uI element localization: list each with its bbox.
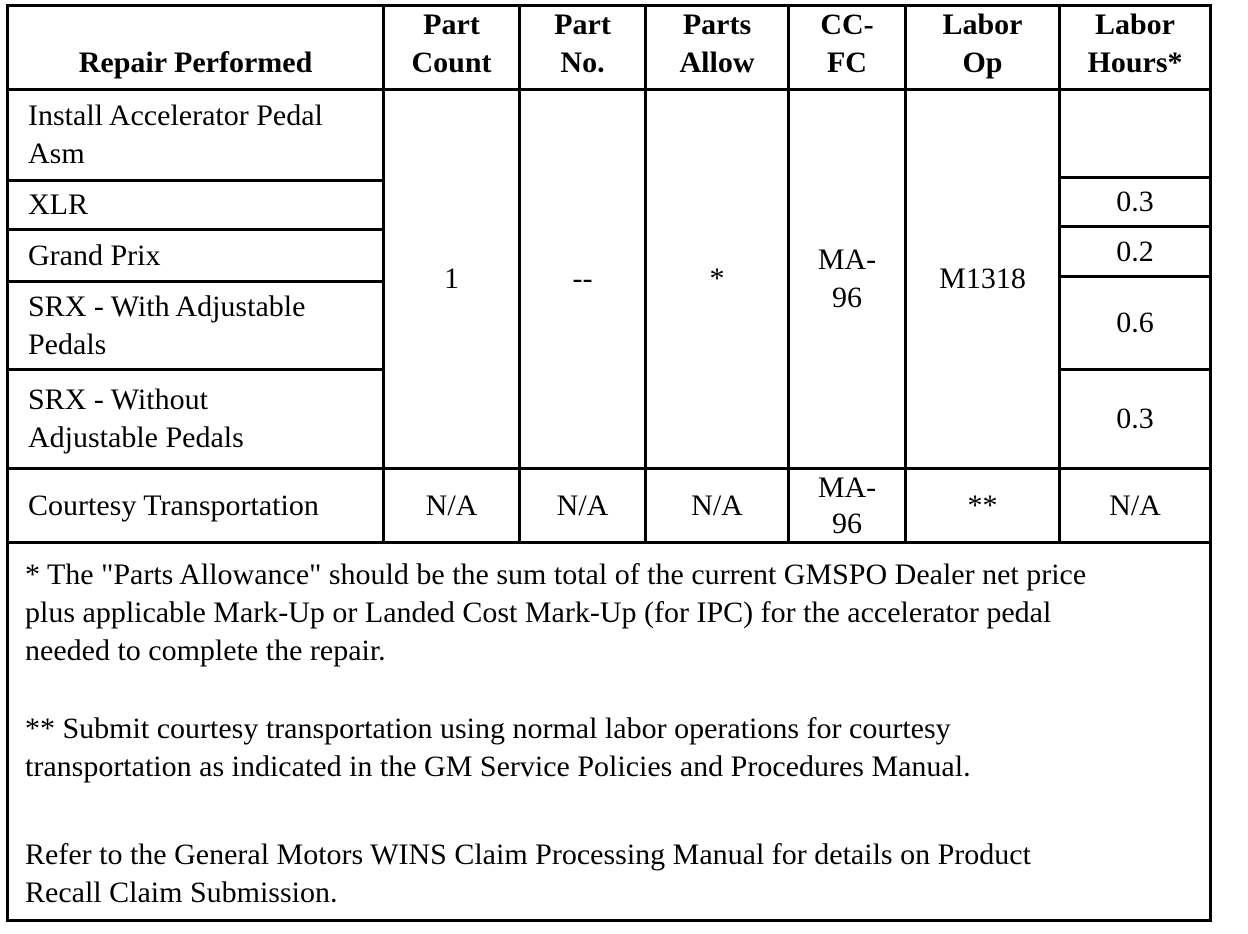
repair-cell: SRX - With Adjustable Pedals [28,289,306,361]
labor-hours-value: 0.2 [1116,234,1154,268]
part-count-value: 1 [444,262,459,295]
header-part-no: Part No. [554,8,611,79]
note-parts-allowance: * The "Parts Allowance" should be the sum total of the current GMSPO Dealer net price plus applicable Mark-Up or Landed Cost Mark-Up (for IPC) for the accelerator pedal needed to complete the repair. [25,558,1087,667]
parts-allow-value: * [709,262,725,295]
header-part-count: Part Count [411,8,492,79]
labor-hours-value: 0.3 [1116,402,1154,435]
ccfc-value: MA- 96 [817,243,877,314]
repair-cell: Grand Prix [28,238,161,272]
courtesy-label: Courtesy Transportation [28,488,319,522]
labor-op-value: M1318 [939,262,1026,295]
courtesy-parts-allow: N/A [691,488,743,522]
courtesy-labor-op: ** [967,488,998,522]
courtesy-part-no: N/A [556,488,609,522]
courtesy-labor-hours: N/A [1109,488,1161,522]
courtesy-ccfc: MA- 96 [817,470,877,540]
repair-cell: Install Accelerator Pedal Asm [28,99,323,170]
labor-hours-value: 0.3 [1116,185,1154,218]
repair-cell: XLR [28,188,88,221]
labor-hours-value: 0.6 [1116,306,1154,339]
courtesy-part-count: N/A [425,488,478,522]
header-labor-op: Labor Op [942,8,1023,79]
labor-hours-value [1061,91,1209,176]
note-claim-processing: Refer to the General Motors WINS Claim Processing Manual for details on Product Recall Claim Submission. [25,838,1031,909]
header-ccfc: CC- FC [820,8,874,79]
header-labor-hours: Labor Hours* [1087,8,1183,79]
header-parts-allow: Parts Allow [679,8,755,79]
note-courtesy-transportation: ** Submit courtesy transportation using normal labor operations for courtesy transportation as indicated in the GM Service Policies and Procedures Manual. [25,712,971,783]
notes-divider [6,541,1212,544]
part-no-value: -- [572,262,593,295]
header-repair-performed: Repair Performed [78,46,313,79]
repair-cell: SRX - Without Adjustable Pedals [28,383,244,454]
